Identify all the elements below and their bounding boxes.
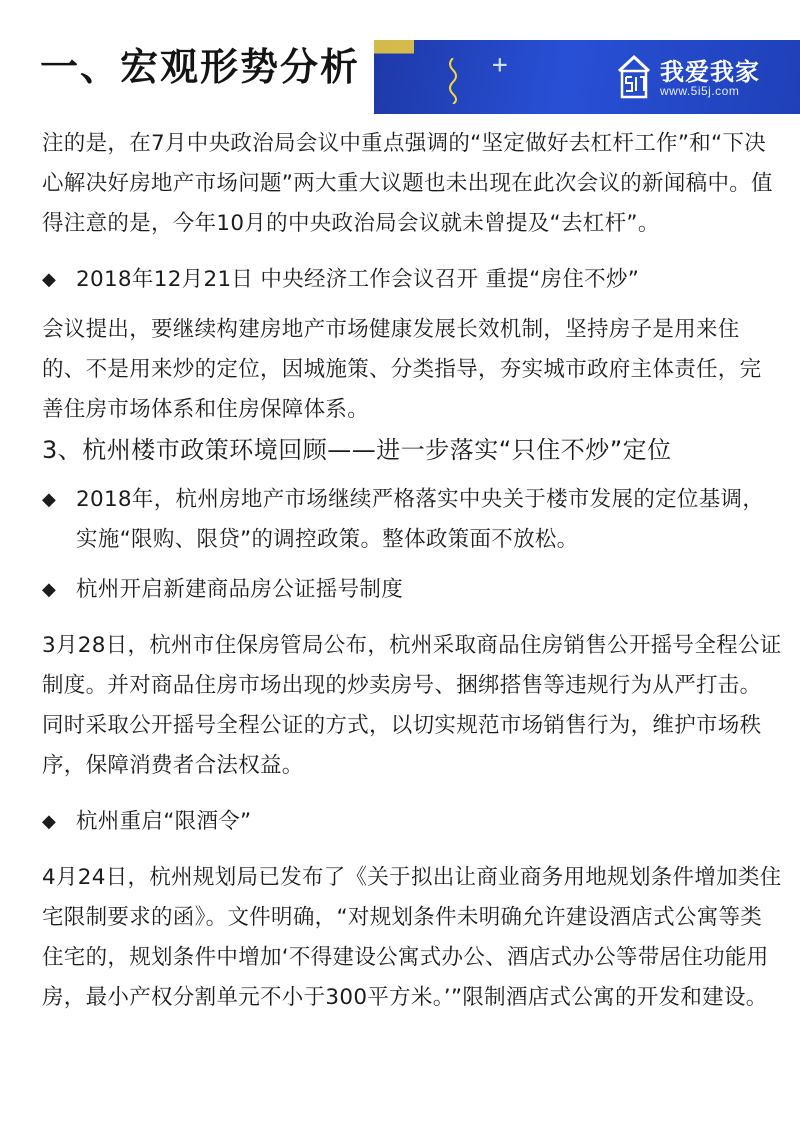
diamond-bullet-icon: ◆ <box>42 579 57 600</box>
diamond-bullet-icon: ◆ <box>42 811 57 832</box>
paragraph-intro: 注的是，在7月中央政治局会议中重点强调的“坚定做好去杠杆工作”和“下决心解决好房地产市场问题”两大重大议题也未出现在此次会议的新闻稿中。值得注意的是，今年10月的中央政治局会议就未曾提及“去杠杆”。 <box>42 131 773 236</box>
bullet-item <box>42 570 782 610</box>
bullet-text: 2018年，杭州房地产市场继续严格落实中央关于楼市发展的定位基调，实施“限购、限贷”的调控政策。整体政策面不放松。 <box>76 487 765 552</box>
bullet-item <box>42 480 782 560</box>
paragraph-economic-conference: 会议提出，要继续构建房地产市场健康发展长效机制，坚持房子是用来住的、不是用来炒的定位，因城施策、分类指导，夯实城市政府主体责任，完善住房市场体系和住房保障体系。 <box>42 317 762 422</box>
section-title: 一、宏观形势分析 <box>40 45 361 89</box>
bullet-text: 杭州开启新建商品房公证摇号制度 <box>76 577 404 602</box>
5i5j-logo-icon <box>616 53 652 99</box>
bullet-text: 2018年12月21日 中央经济工作会议召开 重提“房住不炒” <box>76 267 640 292</box>
diamond-bullet-icon: ◆ <box>42 489 57 510</box>
document-body <box>42 124 782 1018</box>
brand-name: 我爱我家 <box>660 58 760 86</box>
banner-stripe-decoration <box>374 40 414 114</box>
paragraph-lottery: 3月28日，杭州市住保房管局公布，杭州采取商品住房销售公开摇号全程公证制度。并对商品住房市场出现的炒卖房号、捆绑搭售等违规行为从严打击。同时采取公开摇号全程公证的方式，以切实规范市场销售行为，维护市场秩序，保障消费者合法权益。 <box>42 633 782 778</box>
subsection-heading: 3、杭州楼市政策环境回顾——进一步落实“只住不炒”定位 <box>42 436 672 464</box>
brand-banner <box>374 40 800 114</box>
bullet-item <box>42 260 782 300</box>
squiggle-decoration-icon <box>446 58 460 104</box>
plus-decoration-icon: + <box>492 50 508 80</box>
brand-url: www.5i5j.com <box>660 84 740 98</box>
paragraph-hotel-apartments: 4月24日，杭州规划局已发布了《关于拟出让商业商务用地规划条件增加类住宅限制要求的函》。文件明确，“对规划条件未明确允许建设酒店式公寓等类住宅的，规划条件中增加‘不得建设公寓式办公、酒店式办公等带居住功能用房，最小产权分割单元不小于300平方米。’”限制酒店式公寓的开发和建设。 <box>42 865 782 1010</box>
bullet-item <box>42 802 782 842</box>
diamond-bullet-icon: ◆ <box>42 269 57 290</box>
page-header <box>0 0 800 118</box>
bullet-text: 杭州重启“限酒令” <box>76 809 252 834</box>
